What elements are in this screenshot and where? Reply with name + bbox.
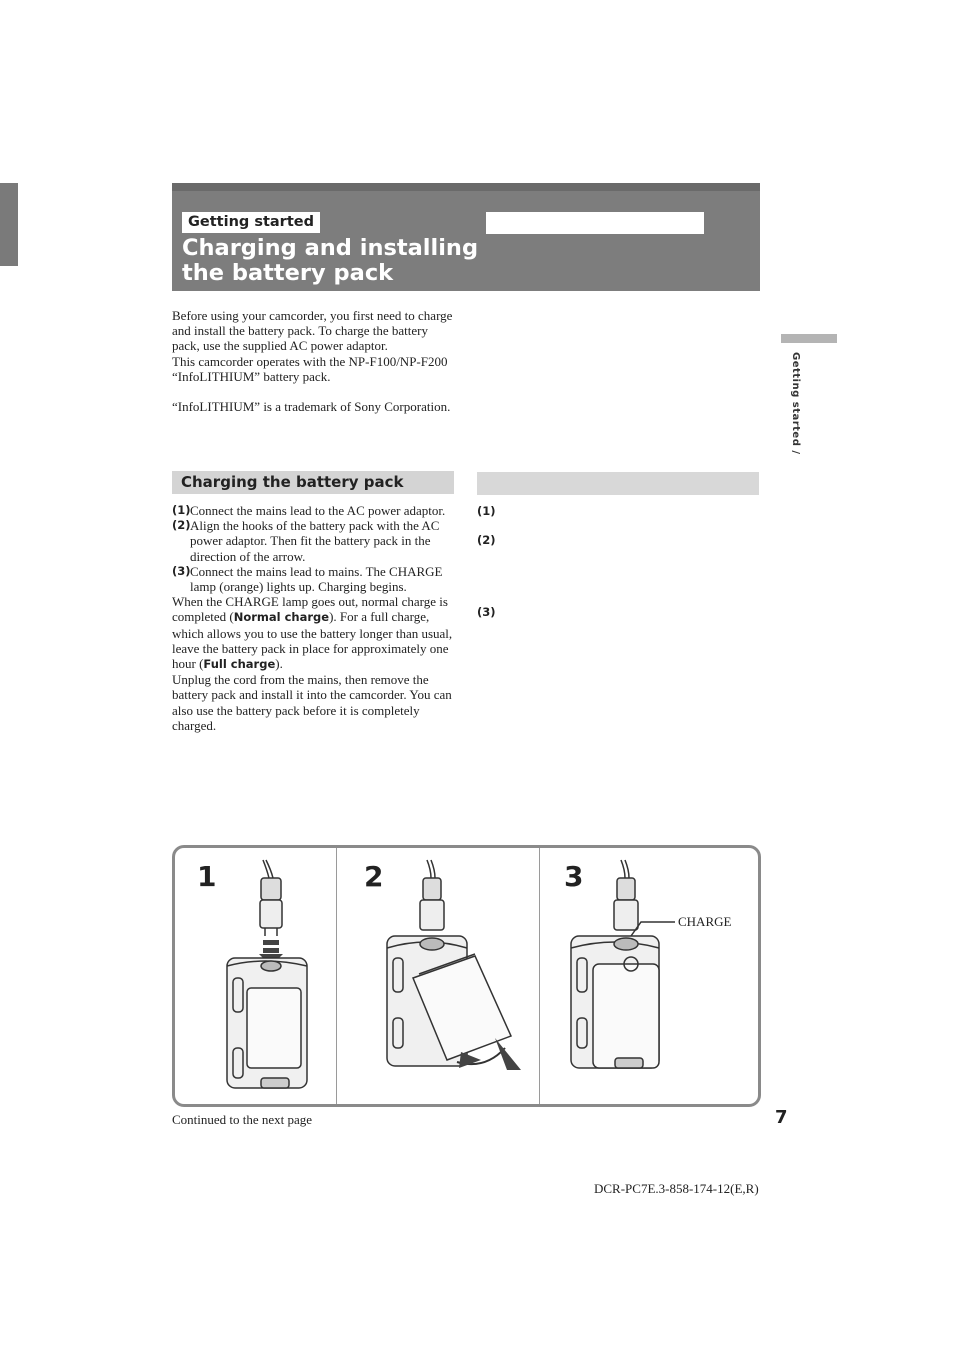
unplug-paragraph: Unplug the cord from the mains, then remove the battery pack and install it into the camcorder. You can also use the battery pack before it is completely charged.: [172, 672, 452, 733]
charging-heading: Charging the battery pack: [181, 473, 404, 491]
step-text: Connect the mains lead to mains. The CHARGE lamp (orange) lights up. Charging begins.: [190, 563, 443, 595]
continued-note: Continued to the next page: [172, 1112, 313, 1127]
panel-number-1: 1: [197, 860, 217, 893]
document-id: DCR-PC7E.3-858-174-12(E,R): [594, 1181, 759, 1196]
panel-number-3: 3: [564, 860, 584, 893]
side-tab-bar: [781, 334, 837, 343]
title-line-1: Charging and installing: [182, 235, 479, 261]
step-text: Connect the mains lead to the AC power adaptor.: [190, 503, 446, 518]
paragraph-text-c: ).: [275, 656, 283, 672]
panel-3-drawing: [571, 860, 675, 1068]
title-line-2: the battery pack: [182, 260, 394, 286]
panel-2-drawing: [387, 860, 521, 1070]
right-step-number-2: (2): [477, 533, 496, 547]
paragraph-text-a: When the CHARGE lamp goes out, normal charge is completed (: [172, 594, 448, 625]
step-number: (3): [172, 563, 191, 578]
intro-paragraph-3: “InfoLITHIUM” is a trademark of Sony Corporation.: [172, 399, 451, 415]
step-number: (2): [172, 518, 191, 533]
charging-heading-box: [172, 471, 454, 494]
header-banner-strip: [172, 183, 760, 191]
charge-completion-paragraph: [172, 594, 454, 672]
normal-charge-term: Normal charge: [233, 610, 330, 625]
paragraph-text-b: ). For a full charge, which allows you to use the battery longer than usual, leave the battery pack in place for approximately one hour (: [172, 609, 453, 672]
step-text: Align the hooks of the battery pack with the AC power adaptor. Then fit the battery pack in the direction of the arrow.: [190, 518, 440, 564]
intro-paragraph-2: This camcorder operates with the NP-F100/NP-F200 “InfoLITHIUM” battery pack.: [172, 353, 448, 384]
charging-steps: [172, 503, 454, 733]
right-step-number-3: (3): [477, 605, 496, 619]
panel-number-2: 2: [364, 860, 384, 893]
left-edge-tab: [0, 183, 18, 266]
step-number: (1): [172, 503, 191, 517]
step-1: [172, 503, 454, 518]
charger-drawings: [175, 848, 758, 1104]
blank-title-box: [486, 212, 704, 234]
page-number: 7: [775, 1107, 788, 1128]
section-label: Getting started: [182, 212, 320, 233]
charge-lamp-label: CHARGE: [678, 914, 732, 929]
full-charge-term: Full charge: [203, 657, 276, 672]
intro-text: [172, 308, 457, 414]
page-title: [182, 236, 482, 286]
panel-1-drawing: [227, 860, 307, 1088]
step-3: [172, 564, 454, 594]
charging-illustration: [172, 845, 761, 1107]
right-heading-box: [477, 472, 759, 495]
step-2: [172, 518, 454, 564]
right-step-number-1: (1): [477, 504, 496, 518]
side-tab-text: Getting started /: [790, 352, 801, 455]
intro-paragraph-1: Before using your camcorder, you first need to charge and install the battery pack. To charge the battery pack, use the supplied AC power adaptor.: [172, 308, 453, 354]
